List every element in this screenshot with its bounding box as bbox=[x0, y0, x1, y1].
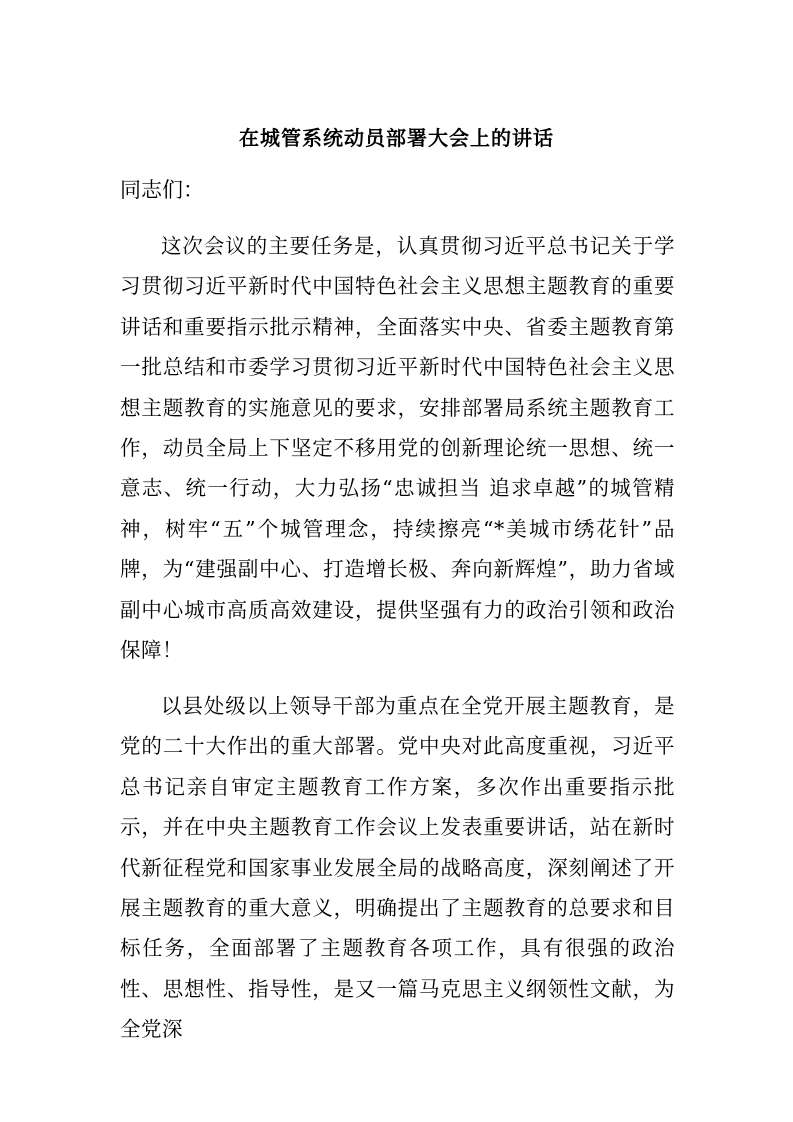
document-title: 在城管系统动员部署大会上的讲话 bbox=[239, 126, 554, 150]
salutation: 同志们： bbox=[120, 178, 204, 202]
paragraph-2: 以县处级以上领导干部为重点在全党开展主题教育，是党的二十大作出的重大部署。党中央对此高度重视，习近平总书记亲自审定主题教育工作方案，多次作出重要指示批示，并在中央主题教育工作会议上发表重要讲话，站在新时代新征程党和国家事业发展全局的战略高度，深刻阐述了开展主题教育的重大意义，明确提出了主题教育的总要求和目标任务，全面部署了主题教育各项工作，具有很强的政治性、思想性、指导性，是又一篇马克思主义纲领性文献，为全党深 bbox=[120, 694, 675, 1042]
paragraph-1: 这次会议的主要任务是，认真贯彻习近平总书记关于学习贯彻习近平新时代中国特色社会主义思想主题教育的重要讲话和重要指示批示精神，全面落实中央、省委主题教育第一批总结和市委学习贯彻习近平新时代中国特色社会主义思想主题教育的实施意见的要求，安排部署局系统主题教育工作，动员全局上下坚定不移用党的创新理论统一思想、统一意志、统一行动，大力弘扬“忠诚担当 追求卓越”的城管精神，树牢“五”个城管理念，持续擦亮“*美城市绣花针”品牌，为“建强副中心、打造增长极、奔向新辉煌”，助力省域副中心城市高质高效建设，提供坚强有力的政治引领和政治保障！ bbox=[120, 234, 675, 663]
